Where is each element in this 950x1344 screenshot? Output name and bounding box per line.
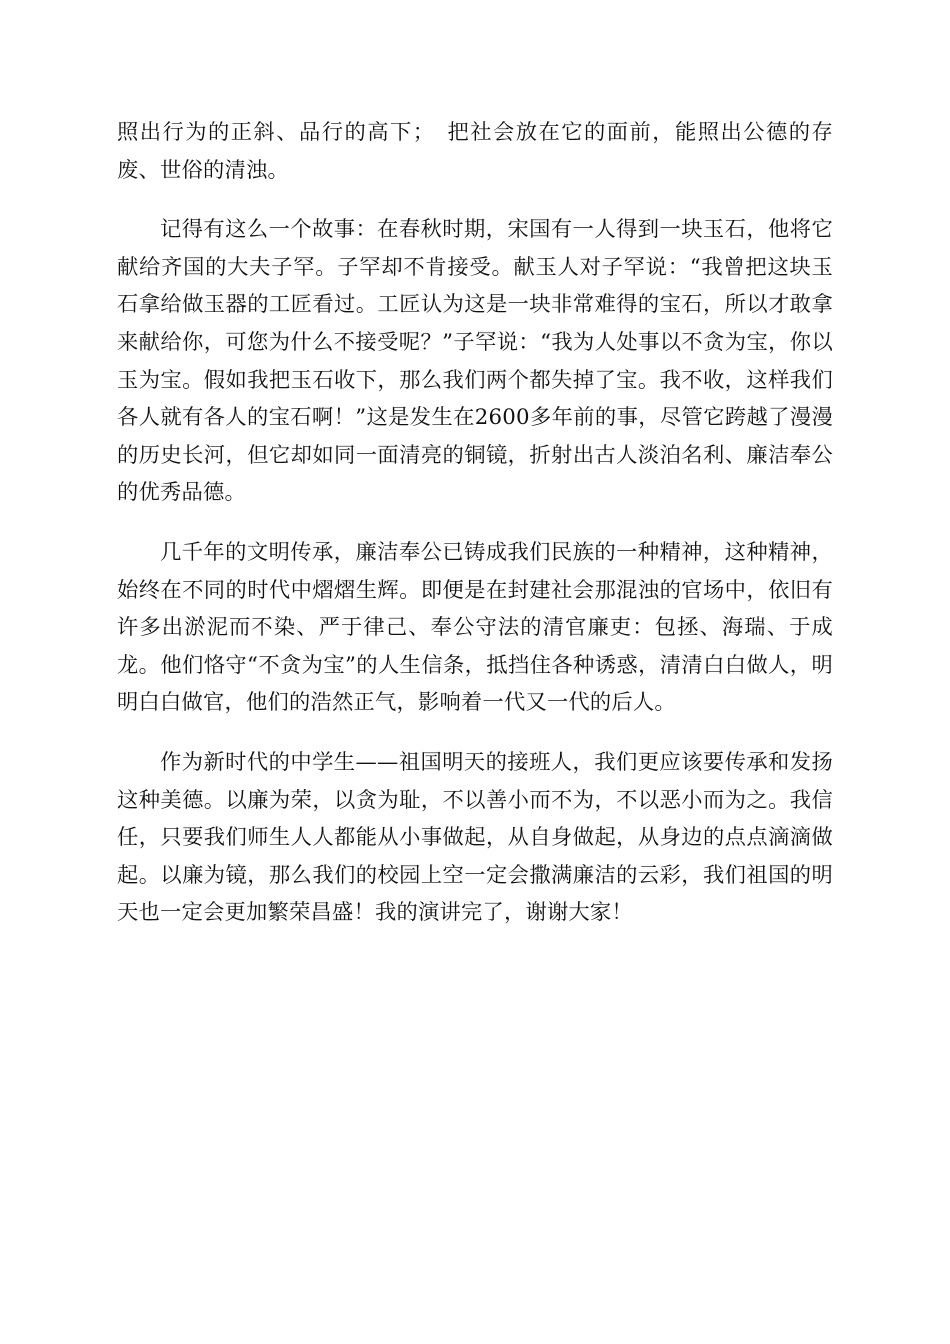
- paragraph-conclusion: 作为新时代的中学生——祖国明天的接班人，我们更应该要传承和发扬这种美德。以廉为荣，以贪为耻，不以善小而不为，不以恶小而为之。我信任，只要我们师生人人都能从小事做起，从自身做起，从身边的点点滴滴做起。以廉为镜，那么我们的校园上空一定会撒满廉洁的云彩，我们祖国的明天也一定会更加繁荣昌盛！我的演讲完了，谢谢大家！: [117, 749, 833, 926]
- paragraph-story: 记得有这么一个故事：在春秋时期，宋国有一人得到一块玉石，他将它献给齐国的大夫子罕。子罕却不肯接受。献玉人对子罕说：“我曾把这块玉石拿给做玉器的工匠看过。工匠认为这是一块非常难得的宝石，所以才敢拿来献给你，可您为什么不接受呢？”子罕说：“我为人处事以不贪为宝，你以玉为宝。假如我把玉石收下，那么我们两个都失掉了宝。我不收，这样我们各人就有各人的宝石啊！”这是发生在2600多年前的事，尽管它跨越了漫漫的历史长河，但它却如同一面清亮的铜镜，折射出古人淡泊名利、廉洁奉公的优秀品德。: [117, 217, 833, 506]
- paragraph-continuation: 照出行为的正斜、品行的高下； 把社会放在它的面前，能照出公德的存废、世俗的清浊。: [117, 120, 833, 183]
- document-page: [117, 114, 833, 954]
- paragraph-tradition: 几千年的文明传承，廉洁奉公已铸成我们民族的一种精神，这种精神，始终在不同的时代中熠熠生辉。即便是在封建社会那混浊的官场中，依旧有许多出淤泥而不染、严于律己、奉公守法的清官廉吏：包拯、海瑞、于成龙。他们恪守“不贪为宝”的人生信条，抵挡住各种诱惑，清清白白做人，明明白白做官，他们的浩然正气，影响着一代又一代的后人。: [117, 539, 833, 716]
